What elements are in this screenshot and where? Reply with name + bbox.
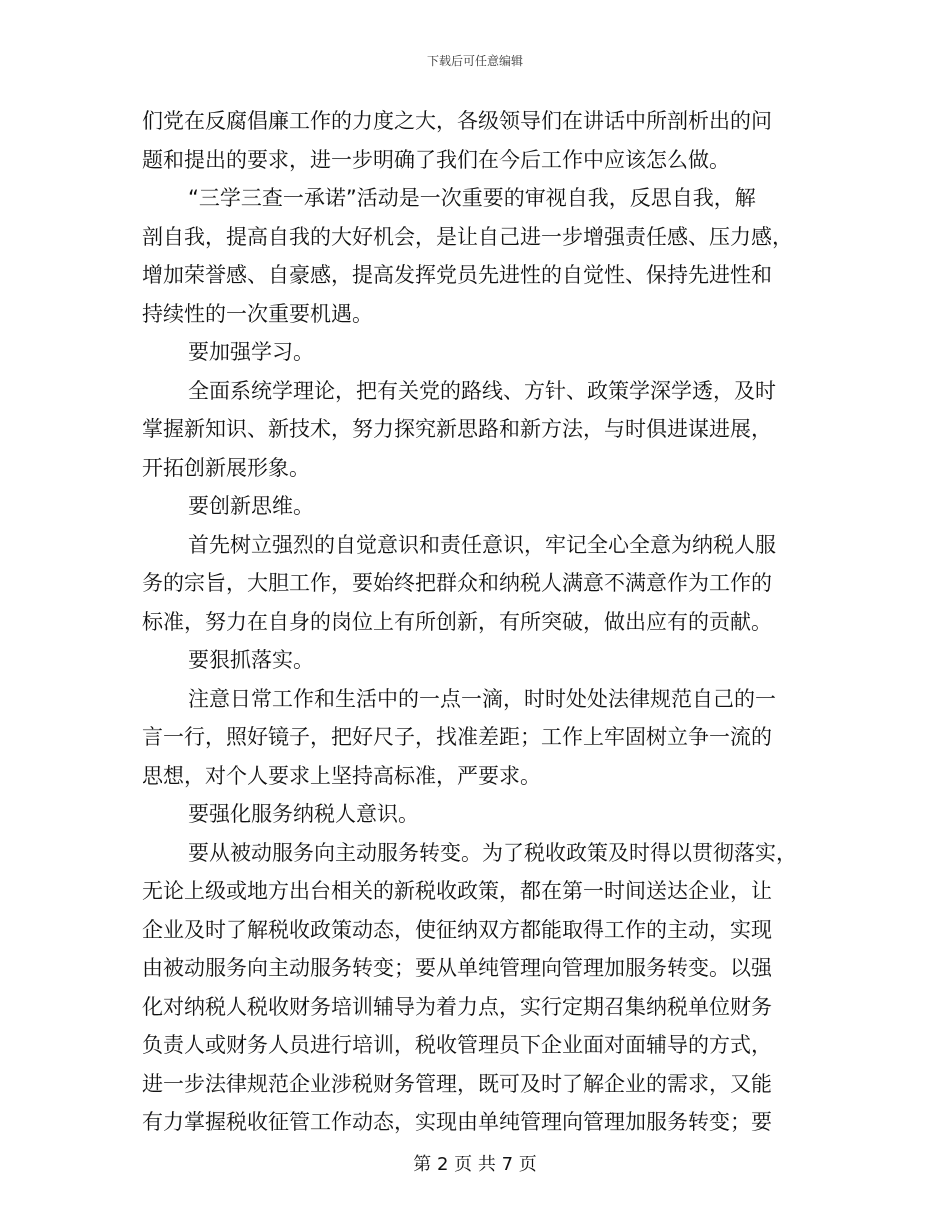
text-line: 增加荣誉感、自豪感，提高发挥党员先进性的自觉性、保持先进性和 [142, 263, 772, 287]
text-line: 持续性的一次重要机遇。 [142, 301, 373, 326]
text-line: 负责人或财务人员进行培训，税收管理员下企业面对面辅导的方式， [142, 1033, 772, 1057]
text-line: 要创新思维。 [188, 494, 314, 518]
text-line: 掌握新知识、新技术，努力探究新思路和新方法，与时俱进谋进展， [142, 417, 772, 441]
text-line: 由被动服务向主动服务转变；要从单纯管理向管理加服务转变。以强 [142, 956, 772, 980]
page-header: 下载后可任意编辑 [426, 54, 523, 68]
text-line: 思想，对个人要求上坚持高标准，严要求。 [142, 763, 541, 788]
text-line: 们党在反腐倡廉工作的力度之大，各级领导们在讲话中所剖析出的问 [142, 109, 772, 133]
text-line: 题和提出的要求，进一步明确了我们在今后工作中应该怎么做。 [142, 147, 730, 172]
text-line: 开拓创新展形象。 [142, 455, 310, 480]
text-line: 言一行，照好镜子，把好尺子，找准差距；工作上牢固树立争一流的 [142, 725, 772, 749]
text-line: 企业及时了解税收政策动态，使征纳双方都能取得工作的主动，实现 [142, 917, 772, 942]
text-line: 无论上级或地方出台相关的新税收政策，都在第一时间送达企业，让 [142, 879, 772, 903]
text-line: 化对纳税人税收财务培训辅导为着力点，实行定期召集纳税单位财务 [142, 994, 772, 1019]
text-line: 剖自我，提高自我的大好机会，是让自己进一步增强责任感、压力感， [142, 224, 793, 249]
document-body [142, 102, 802, 1142]
text-line: 注意日常工作和生活中的一点一滴，时时处处法律规范自己的一 [188, 686, 776, 711]
text-line: 有力掌握税收征管工作动态，实现由单纯管理向管理加服务转变；要 [142, 1110, 772, 1134]
text-line: 全面系统学理论，把有关党的路线、方针、政策学深学透，及时 [188, 378, 776, 403]
text-line: 要强化服务纳税人意识。 [188, 802, 419, 826]
text-line: 要从被动服务向主动服务转变。为了税收政策及时得以贯彻落实， [188, 840, 797, 865]
text-line: 首先树立强烈的自觉意识和责任意识，牢记全心全意为纳税人服 [188, 532, 776, 557]
page-number-footer: 第 2 页 共 7 页 [413, 1154, 537, 1175]
text-line: 标准，努力在自身的岗位上有所创新，有所突破，做出应有的贡献。 [142, 609, 772, 634]
text-line: “三学三查一承诺”活动是一次重要的审视自我，反思自我，解 [188, 186, 756, 210]
text-line: 要加强学习。 [188, 340, 314, 364]
text-line: 要狠抓落实。 [188, 648, 314, 672]
text-line: 进一步法律规范企业涉税财务管理，既可及时了解企业的需求，又能 [142, 1071, 772, 1096]
text-line: 务的宗旨，大胆工作，要始终把群众和纳税人满意不满意作为工作的 [142, 571, 772, 595]
